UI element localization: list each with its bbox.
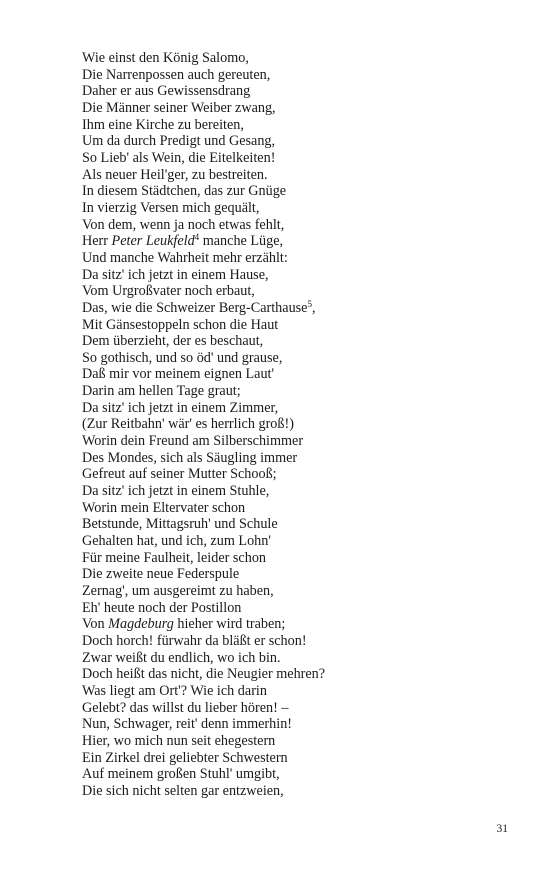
line-text: Und manche Wahrheit mehr erzählt: bbox=[82, 249, 288, 266]
poem-line bbox=[82, 50, 325, 67]
poem-line bbox=[82, 366, 325, 383]
line-text: In vierzig Versen mich gequält, bbox=[82, 199, 260, 216]
poem-line bbox=[82, 217, 325, 234]
poem-line bbox=[82, 783, 325, 800]
poem-line bbox=[82, 383, 325, 400]
poem-line bbox=[82, 150, 325, 167]
line-text: Dem überzieht, der es beschaut, bbox=[82, 333, 264, 350]
poem-line bbox=[82, 416, 325, 433]
line-text: Darin am hellen Tage graut; bbox=[82, 383, 241, 400]
line-text: Die zweite neue Federspule bbox=[82, 566, 240, 583]
poem-line bbox=[82, 533, 325, 550]
line-text: (Zur Reitbahn' wär' es herrlich groß!) bbox=[82, 416, 294, 433]
line-text: manche Lüge, bbox=[199, 233, 284, 250]
line-text: In diesem Städtchen, das zur Gnüge bbox=[82, 183, 287, 200]
line-text: Für meine Faulheit, leider schon bbox=[82, 549, 267, 566]
line-text: Als neuer Heil'ger, zu bestreiten. bbox=[82, 166, 268, 183]
poem-line bbox=[82, 317, 325, 334]
line-text: Was liegt am Ort'? Wie ich darin bbox=[82, 682, 267, 699]
line-text: Von bbox=[82, 616, 109, 633]
poem-line bbox=[82, 350, 325, 367]
poem-line bbox=[82, 750, 325, 767]
poem-line bbox=[82, 683, 325, 700]
line-text: Zwar weißt du endlich, wo ich bin. bbox=[82, 649, 281, 666]
poem-line bbox=[82, 167, 325, 184]
poem-line bbox=[82, 117, 325, 134]
poem-line bbox=[82, 183, 325, 200]
poem-line bbox=[82, 133, 325, 150]
poem-line bbox=[82, 483, 325, 500]
line-text: So Lieb' als Wein, die Eitelkeiten! bbox=[82, 149, 276, 166]
poem-line bbox=[82, 466, 325, 483]
poem-line bbox=[82, 700, 325, 717]
line-text: Mit Gänsestoppeln schon die Haut bbox=[82, 316, 279, 333]
poem-line bbox=[82, 500, 325, 517]
line-text: Daß mir vor meinem eignen Laut' bbox=[82, 366, 275, 383]
poem-line bbox=[82, 766, 325, 783]
italic-name: Peter Leukfeld bbox=[111, 233, 195, 250]
poem-line bbox=[82, 100, 325, 117]
line-text: Gefreut auf seiner Mutter Schooß; bbox=[82, 466, 277, 483]
line-text: Vom Urgroßvater noch erbaut, bbox=[82, 283, 255, 300]
poem-line bbox=[82, 566, 325, 583]
line-text: Gelebt? das willst du lieber hören! – bbox=[82, 699, 289, 716]
line-text: Eh' heute noch der Postillon bbox=[82, 599, 242, 616]
poem-line bbox=[82, 233, 325, 250]
line-text: Doch horch! fürwahr da bläßt er schon! bbox=[82, 632, 307, 649]
line-text: Des Mondes, sich als Säugling immer bbox=[82, 449, 298, 466]
poem-line bbox=[82, 433, 325, 450]
line-text: Von dem, wenn ja noch etwas fehlt, bbox=[82, 216, 285, 233]
poem-line bbox=[82, 200, 325, 217]
line-text: hieher wird traben; bbox=[173, 616, 286, 633]
poem-line bbox=[82, 333, 325, 350]
poem-line bbox=[82, 650, 325, 667]
page-number: 31 bbox=[496, 823, 508, 835]
line-text: Hier, wo mich nun seit ehegestern bbox=[82, 732, 276, 749]
footnote-marker: 4 bbox=[194, 232, 200, 243]
line-text: Da sitz' ich jetzt in einem Hause, bbox=[82, 266, 269, 283]
line-text: Daher er aus Gewissensdrang bbox=[82, 83, 251, 100]
poem-line bbox=[82, 600, 325, 617]
line-text: Gehalten hat, und ich, zum Lohn' bbox=[82, 533, 271, 550]
line-text: Herr bbox=[82, 233, 112, 250]
line-text: So gothisch, und so öd' und grause, bbox=[82, 349, 283, 366]
line-text: Die sich nicht selten gar entzweien, bbox=[82, 782, 284, 799]
poem-line bbox=[82, 283, 325, 300]
poem-line bbox=[82, 666, 325, 683]
poem-line bbox=[82, 300, 325, 317]
italic-name: Magdeburg bbox=[108, 616, 174, 633]
line-text: Ihm eine Kirche zu bereiten, bbox=[82, 116, 244, 133]
line-text: Die Männer seiner Weiber zwang, bbox=[82, 99, 276, 116]
poem-text bbox=[82, 50, 325, 800]
line-text: , bbox=[311, 299, 316, 316]
line-text: Doch heißt das nicht, die Neugier mehren? bbox=[82, 666, 326, 683]
line-text: Um da durch Predigt und Gesang, bbox=[82, 133, 276, 150]
poem-line bbox=[82, 267, 325, 284]
line-text: Worin mein Eltervater schon bbox=[82, 499, 246, 516]
poem-line bbox=[82, 716, 325, 733]
poem-line bbox=[82, 250, 325, 267]
poem-line bbox=[82, 583, 325, 600]
poem-line bbox=[82, 550, 325, 567]
line-text: Worin dein Freund am Silberschimmer bbox=[82, 433, 304, 450]
poem-line bbox=[82, 67, 325, 84]
line-text: Da sitz' ich jetzt in einem Stuhle, bbox=[82, 483, 270, 500]
line-text: Da sitz' ich jetzt in einem Zimmer, bbox=[82, 399, 279, 416]
poem-line bbox=[82, 400, 325, 417]
poem-line bbox=[82, 83, 325, 100]
line-text: Auf meinem großen Stuhl' umgibt, bbox=[82, 766, 280, 783]
line-text: Die Narrenpossen auch gereuten, bbox=[82, 66, 271, 83]
line-text: Nun, Schwager, reit' denn immerhin! bbox=[82, 716, 293, 733]
line-text: Das, wie die Schweizer Berg-Carthause bbox=[82, 299, 308, 316]
line-text: Zernag', um ausgereimt zu haben, bbox=[82, 583, 274, 599]
poem-line bbox=[82, 616, 325, 633]
poem-line bbox=[82, 733, 325, 750]
poem-line bbox=[82, 516, 325, 533]
line-text: Wie einst den König Salomo, bbox=[82, 50, 249, 66]
line-text: Ein Zirkel drei geliebter Schwestern bbox=[82, 749, 288, 766]
footnote-marker: 5 bbox=[307, 298, 312, 309]
poem-line bbox=[82, 450, 325, 467]
poem-line bbox=[82, 633, 325, 650]
line-text: Betstunde, Mittagsruh' und Schule bbox=[82, 516, 278, 533]
